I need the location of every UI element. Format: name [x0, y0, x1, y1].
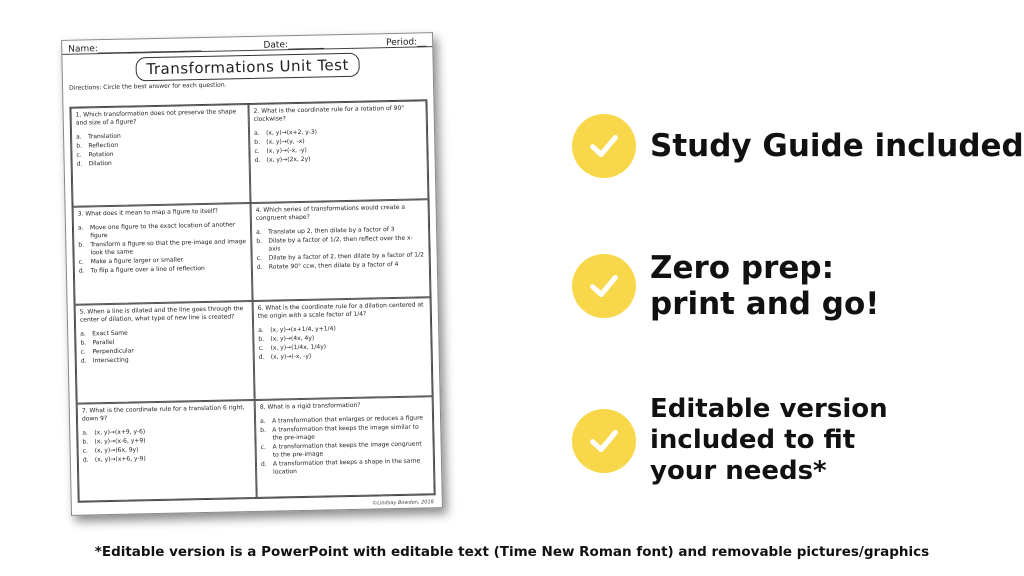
option-letter: a. — [80, 330, 86, 338]
option-letter: b. — [80, 339, 87, 347]
question-text: 8. What is a rigid transformation? — [259, 401, 361, 411]
date-field: Date:________ — [263, 39, 325, 51]
option-letter: d. — [82, 455, 89, 464]
option-letter: d. — [80, 357, 87, 365]
question-text: 4. Which series of transformations would create a congruent shape? — [255, 203, 406, 222]
option-text: Translate up 2, then dilate by a factor of 3 — [268, 225, 395, 236]
option-text: (x, y)→(x+9, y-6) — [94, 427, 146, 436]
option-text: Dilate by a factor of 1/2, then reflect over the x-axis — [268, 234, 413, 253]
answer-option — [261, 457, 429, 477]
question-text: 6. What is the coordinate rule for a dilation centered at the origin with a scale factor of 1/4? — [257, 301, 424, 320]
option-letter: d. — [254, 156, 261, 164]
feature-editable — [572, 394, 888, 487]
option-letter: b. — [256, 237, 263, 245]
option-text: Reflection — [88, 141, 119, 150]
period-field: Period:__ — [385, 37, 427, 49]
question-text: 5. When a line is dilated and the line goes through the center of dilation, what type of new line is created? — [79, 305, 244, 324]
option-letter: c. — [254, 147, 260, 155]
option-letter: c. — [76, 151, 82, 159]
option-text: Exact Same — [92, 329, 128, 338]
option-text: (x, y)→(1/4x, 1/4y) — [270, 343, 327, 352]
option-text: (x, y)→(6x, 9y) — [94, 445, 139, 454]
footnote: *Editable version is a PowerPoint with editable text (Time New Roman font) and removable pictures/graphics — [94, 544, 930, 560]
option-letter: b. — [76, 142, 83, 150]
option-letter: b. — [258, 335, 265, 343]
option-letter: b. — [254, 138, 261, 146]
option-letter: a. — [77, 224, 84, 232]
option-letter: a. — [256, 228, 262, 236]
option-letter: c. — [260, 443, 266, 451]
option-text: Intersecting — [92, 356, 129, 365]
option-letter: b. — [78, 241, 85, 249]
option-letter: a. — [253, 129, 260, 137]
question-cell — [253, 297, 433, 399]
question-cell — [70, 104, 250, 206]
option-text: (x, y)→(x-6, y+9) — [94, 436, 146, 445]
option-letter: c. — [80, 348, 86, 356]
option-text: Rotation — [88, 150, 114, 159]
option-letter: c. — [78, 258, 84, 266]
option-letter: d. — [258, 353, 265, 361]
option-text: Move one figure to the exact location of another figure — [89, 220, 236, 239]
question-cell — [251, 199, 431, 301]
checkmark-icon — [572, 114, 636, 178]
option-text: A transformation that keeps the image congruent to the pre-image — [272, 439, 422, 459]
option-text: (x, y)→(x+6, y-9) — [94, 454, 146, 463]
option-text: A transformation that keeps the image similar to the pre-image — [272, 423, 419, 442]
checkmark-icon — [572, 409, 636, 473]
question-text: 1. Which transformation does not preserve the shape and size of a figure? — [75, 108, 237, 127]
feature-text: Study Guide included — [650, 128, 1024, 164]
option-letter: d. — [256, 263, 263, 271]
worksheet-preview — [61, 32, 443, 516]
feature-text: Zero prep: print and go! — [650, 250, 880, 322]
option-letter: d. — [260, 460, 267, 468]
option-text: (x, y)→(x+2, y-3) — [265, 128, 318, 137]
option-text: Rotate 90° ccw, then dilate by a factor of 4 — [268, 260, 399, 271]
name-field: Name:_______________________ — [68, 42, 202, 55]
feature-zero-prep — [572, 250, 879, 322]
question-text: 2. What is the coordinate rule for a rotation of 90° clockwise? — [253, 104, 405, 123]
question-text: 3. What does it mean to map a figure to itself? — [77, 207, 218, 218]
option-text: Dilation — [88, 159, 112, 168]
question-cell — [255, 396, 435, 498]
question-cell — [77, 399, 257, 501]
option-text: (x, y)→(-x, -y) — [266, 146, 307, 155]
option-text: Parallel — [92, 338, 115, 347]
option-letter: d. — [78, 267, 85, 275]
worksheet-directions: Directions: Circle the best answer for each question. — [68, 81, 227, 92]
option-text: Translation — [88, 132, 121, 141]
option-text: A transformation that keeps a shape in the same location — [272, 457, 421, 476]
question-text: 7. What is the coordinate rule for a translation 6 right, down 9? — [81, 403, 245, 423]
option-text: Dilate by a factor of 2, then dilate by a factor of 1/2 — [268, 250, 424, 262]
question-cell — [73, 203, 253, 305]
question-cell — [75, 301, 255, 403]
option-text: (x, y)→(x+1/4, y+1/4) — [270, 325, 336, 334]
option-letter: c. — [82, 446, 88, 455]
copyright-text: ©Lindsay Bowden, 2018 — [372, 499, 434, 507]
option-text: (x, y)→(4x, 4y) — [270, 334, 315, 343]
worksheet-title: Transformations Unit Test — [135, 53, 360, 82]
option-text: To flip a figure over a line of reflection — [90, 264, 205, 274]
option-text: Perpendicular — [92, 347, 134, 356]
option-letter: c. — [258, 344, 264, 352]
question-cell — [248, 100, 428, 202]
option-letter: a. — [260, 417, 266, 425]
option-text: A transformation that enlarges or reduces a figure — [272, 413, 424, 425]
option-letter: b. — [82, 437, 89, 446]
option-letter: a. — [82, 428, 88, 437]
option-text: Make a figure larger or smaller — [90, 255, 184, 265]
option-text: (x, y)→(y, -x) — [266, 137, 305, 146]
option-letter: c. — [256, 254, 262, 262]
option-text: (x, y)→(2x, 2y) — [266, 155, 311, 164]
option-letter: a. — [76, 133, 82, 141]
option-letter: a. — [258, 326, 264, 334]
question-grid — [69, 99, 435, 502]
feature-text: Editable version included to fit your needs* — [650, 394, 888, 486]
feature-study-guide — [572, 114, 1024, 178]
option-letter: d. — [76, 160, 83, 168]
option-text: (x, y)→(-x, -y) — [270, 352, 312, 361]
option-letter: b. — [260, 426, 267, 434]
option-text: Transform a figure so that the pre-image and image look the same — [90, 237, 247, 256]
checkmark-icon — [572, 254, 636, 318]
